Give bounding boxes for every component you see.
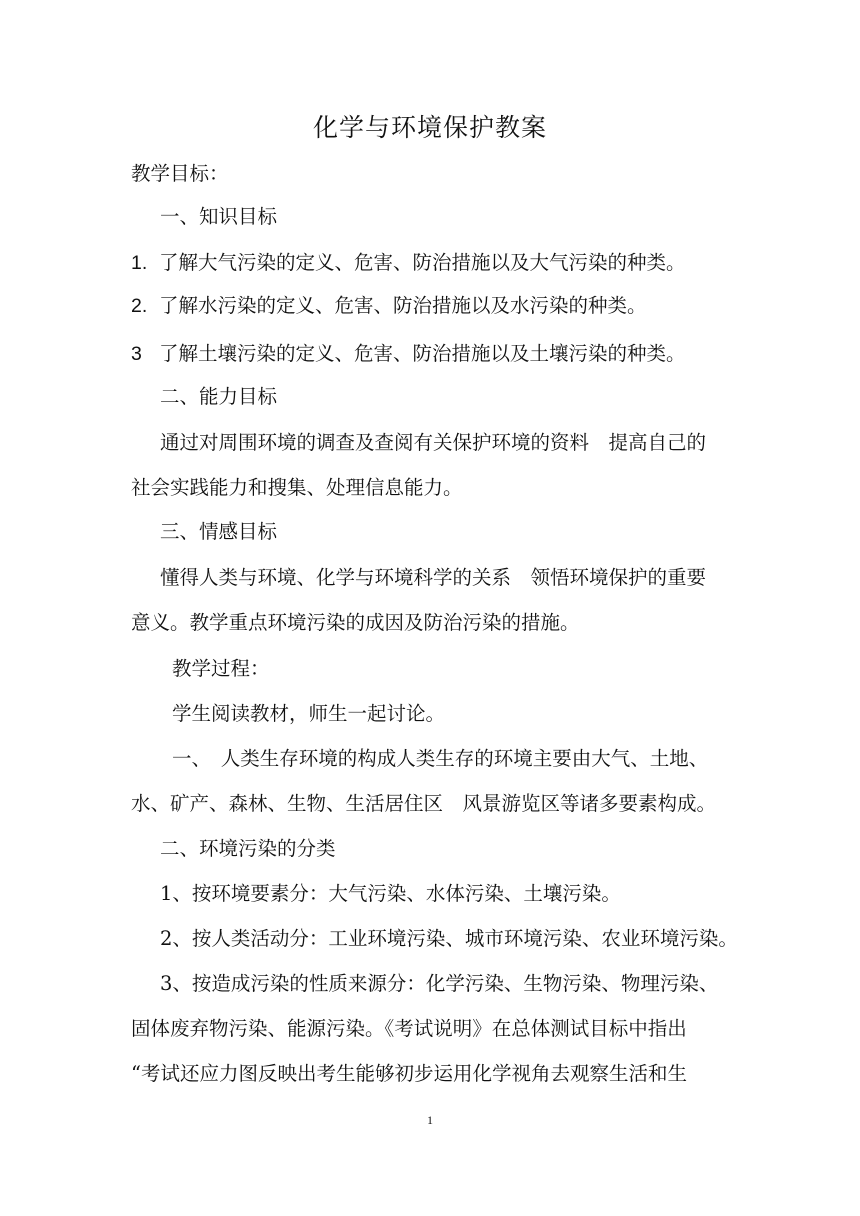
page-number: 1: [427, 1113, 433, 1127]
text-line: 通过对周围环境的调查及查阅有关保护环境的资料 提高自己的: [160, 431, 707, 454]
text-line: 社会实践能力和搜集、处理信息能力。: [131, 476, 463, 499]
text-line: 2、按人类活动分：工业环境污染、城市环境污染、农业环境污染。: [160, 927, 738, 950]
section-heading: 二、环境污染的分类: [160, 837, 336, 860]
text-line: 懂得人类与环境、化学与环境科学的关系 领悟环境保护的重要: [160, 566, 707, 589]
section-heading: 二、能力目标: [160, 385, 278, 408]
text-line: 教学过程：: [172, 657, 270, 680]
text-line: 教学目标：: [131, 162, 229, 185]
text-line: 3、按造成污染的性质来源分：化学污染、生物污染、物理污染、: [160, 972, 719, 995]
list-item: [131, 292, 647, 320]
list-item: [131, 249, 686, 277]
section-heading: 一、知识目标: [160, 205, 278, 228]
list-item-text: 了解大气污染的定义、危害、防治措施以及大气污染的种类。: [159, 251, 686, 274]
text-line: 水、矿产、森林、生物、生活居住区 风景游览区等诸多要素构成。: [131, 792, 717, 815]
list-number: 3: [131, 343, 142, 365]
list-item-text: 了解土壤污染的定义、危害、防治措施以及土壤污染的种类。: [159, 342, 686, 365]
text-line: 学生阅读教材，师生一起讨论。: [172, 702, 446, 725]
list-number: 2.: [131, 295, 148, 317]
text-line: 固体废弃物污染、能源污染。《考试说明》在总体测试目标中指出: [131, 1017, 687, 1040]
text-line: 意义。教学重点环境污染的成因及防治污染的措施。: [131, 611, 580, 634]
list-item: [131, 340, 686, 368]
section-heading: 三、情感目标: [160, 520, 278, 543]
text-line: 1、按环境要素分：大气污染、水体污染、土壤污染。: [160, 882, 621, 905]
list-number: 1.: [131, 252, 148, 274]
list-item-text: 了解水污染的定义、危害、防治措施以及水污染的种类。: [159, 294, 647, 317]
text-line: “考试还应力图反映出考生能够初步运用化学视角去观察生活和生: [131, 1062, 687, 1085]
text-line: 一、 人类生存环境的构成人类生存的环境主要由大气、土地、: [172, 747, 709, 770]
document-title: 化学与环境保护教案: [312, 113, 547, 142]
